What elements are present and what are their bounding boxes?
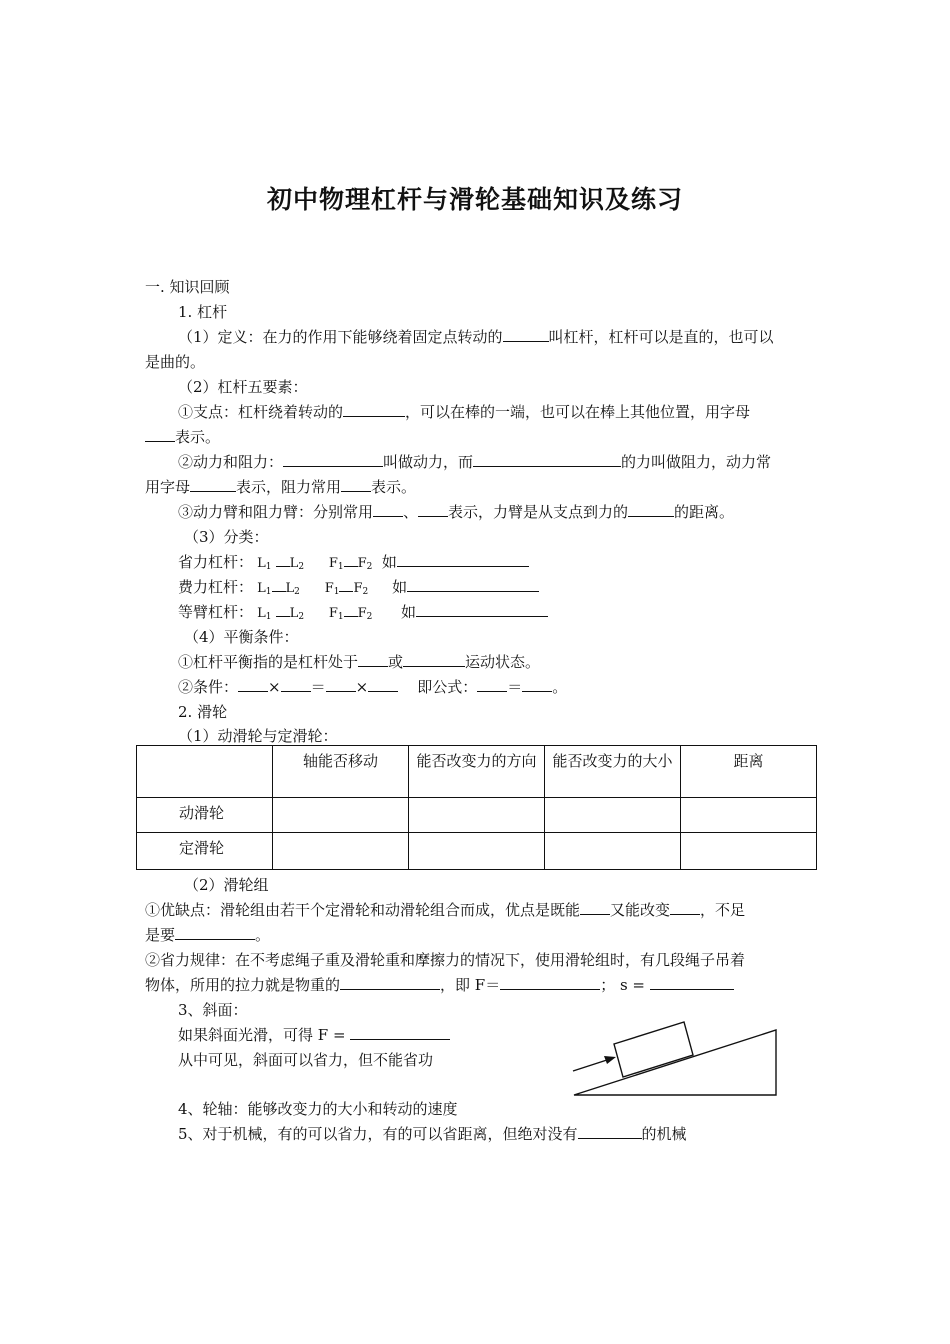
table-cell [409,833,545,870]
section-heading-review: 一. 知识回顾 [145,278,230,296]
wheel-axle-line: 4、轮轴：能够改变力的大小和转动的速度 [178,1100,458,1118]
blank [145,427,175,442]
pulley-advantages-cont: 是要 。 [145,926,271,944]
blank [407,577,539,592]
blank [343,402,405,417]
table-cell [681,833,817,870]
blank [238,677,268,692]
blank [175,925,255,940]
blank [341,477,371,492]
blank [350,1025,450,1040]
table-cell [273,798,409,833]
blank [339,577,353,592]
table-cell [681,798,817,833]
pulley-advantages: ①优缺点：滑轮组由若干个定滑轮和动滑轮组合而成，优点是既能 又能改变 ，不足 [145,901,746,919]
fulcrum-line: ①支点：杠杆绕着转动的 ，可以在棒的一端，也可以在棒上其他位置，用字母 [178,403,751,421]
blank [580,900,610,915]
blank [358,652,388,667]
table-header: 能否改变力的方向 [409,746,545,798]
balance-line-2: ②条件： × ＝ × 即公式： ＝ 。 [178,678,568,696]
pulley-rule-cont: 物体，所用的拉力就是物重的 ，即 F＝ ； s = [145,975,734,995]
blank [326,677,356,692]
machine-line: 5、对于机械，有的可以省力，有的可以省距离，但绝对没有 的机械 [178,1125,687,1143]
blank [344,552,358,567]
blank [190,477,236,492]
balance-heading: （4）平衡条件： [184,628,299,646]
incline-note: 从中可见，斜面可以省力，但不能省功 [178,1051,434,1069]
blank [628,502,674,517]
blank [276,552,290,567]
blank [670,900,700,915]
table-cell [273,833,409,870]
pulley-comparison-table [136,745,817,870]
table-cell [545,798,681,833]
blank [373,502,403,517]
blank [276,602,290,617]
class-row-force-saving: 省力杠杆： $L_1$ $L_2$ $F_1$ $F_2$ 如 [178,552,529,577]
class-row-force-wasting: 费力杠杆： $L_1$ $L_2$ $F_1$ $F_2$ 如 [178,577,539,602]
blank [283,452,383,467]
pulley-rule: ②省力规律：在不考虑绳子重及滑轮重和摩擦力的情况下，使用滑轮组时，有几段绳子吊着 [145,951,746,969]
force-line-cont: 用字母 表示，阻力常用 表示。 [145,478,417,496]
table-header-row [137,746,817,798]
table-header: 轴能否移动 [273,746,409,798]
balance-line-1: ①杠杆平衡指的是杠杆处于 或 运动状态。 [178,653,541,671]
blank [397,552,529,567]
table-header: 距离 [681,746,817,798]
blank [473,452,621,467]
blank [500,975,600,990]
pulley-sub1: （1）动滑轮与定滑轮： [178,727,338,745]
page-title: 初中物理杠杆与滑轮基础知识及练习 [266,185,683,214]
blank [403,652,465,667]
arm-line: ③动力臂和阻力臂：分别常用 、 表示，力臂是从支点到力的 的距离。 [178,503,735,521]
table-row-label: 动滑轮 [137,798,273,833]
lever-definition: （1）定义：在力的作用下能够绕着固定点转动的 叫杠杆，杠杆可以是直的，也可以 [178,328,774,346]
blank [418,502,448,517]
force-arrow-shaft [573,1059,610,1071]
incline-formula: 如果斜面光滑，可得 F = [178,1025,450,1045]
lever-heading: 1. 杠杆 [178,303,228,321]
class-row-equal-arm: 等臂杠杆： $L_1$ $L_2$ $F_1$ $F_2$ 如 [178,602,548,627]
fulcrum-line-cont: 表示。 [145,427,220,447]
blank [416,602,548,617]
table-header [137,746,273,798]
blank [272,577,286,592]
table-row [137,833,817,870]
table-cell [409,798,545,833]
incline-heading: 3、斜面： [178,1001,248,1019]
blank [340,975,440,990]
pulley-sub2: （2）滑轮组 [184,876,269,894]
force-line: ②动力和阻力： 叫做动力，而 的力叫做阻力，动力常 [178,453,772,471]
lever-definition-cont: 是曲的。 [145,353,206,371]
blank [281,677,311,692]
blank [344,602,358,617]
blank [522,677,552,692]
table-row-label: 定滑轮 [137,833,273,870]
blank [477,677,507,692]
inclined-plane-diagram [570,1018,782,1098]
force-arrow-head [604,1056,616,1064]
blank [578,1124,642,1139]
pulley-heading: 2. 滑轮 [178,703,228,721]
blank [368,677,398,692]
blank [650,975,734,990]
table-row [137,798,817,833]
table-cell [545,833,681,870]
five-elements-heading: （2）杠杆五要素： [178,378,308,396]
table-header: 能否改变力的大小 [545,746,681,798]
classification-heading: （3）分类： [184,528,269,546]
blank [503,327,549,342]
